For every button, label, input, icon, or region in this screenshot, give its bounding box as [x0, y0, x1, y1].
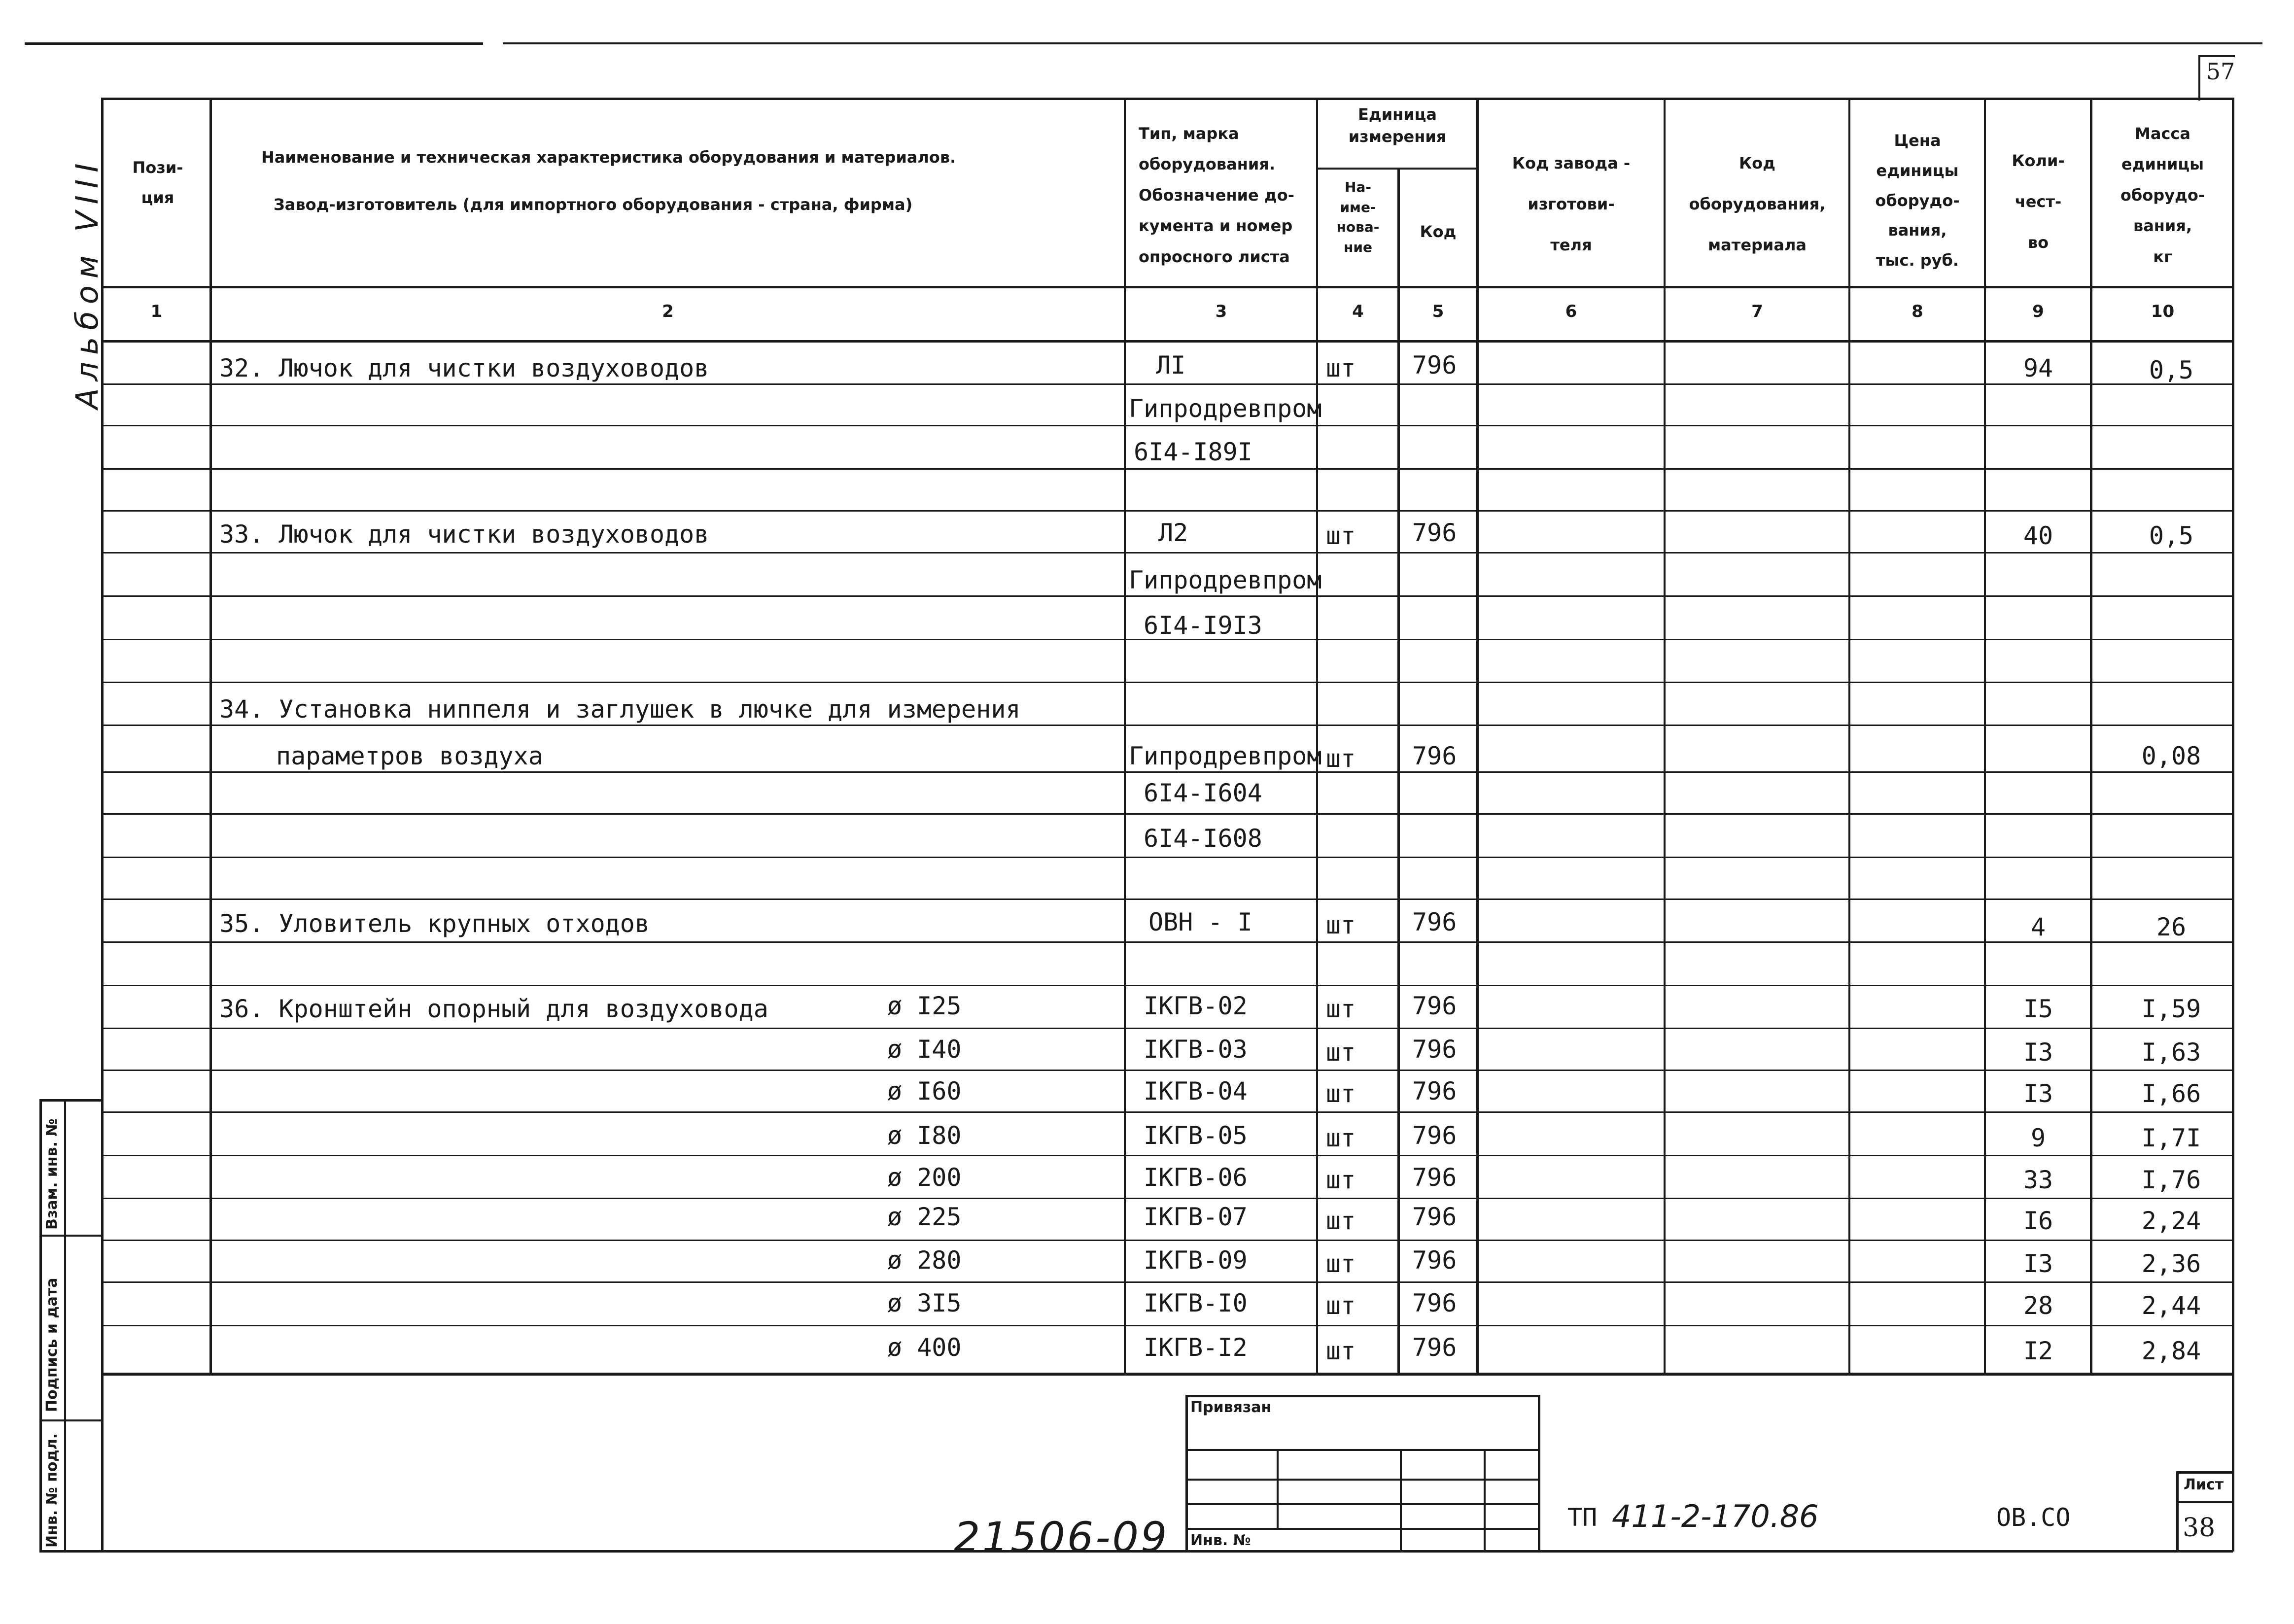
row-32-qty: 94 — [2023, 354, 2053, 382]
row-line — [101, 1028, 2233, 1029]
row-36c-code: 796 — [1412, 1077, 1457, 1106]
row-36f-code: 796 — [1412, 1203, 1457, 1231]
row-line — [101, 813, 2233, 815]
row-line — [101, 552, 2233, 553]
row-32-org: Гипродревпром — [1129, 394, 1322, 423]
row-line — [101, 898, 2233, 900]
col-line-8 — [1984, 98, 1986, 1374]
row-36h-type: IКГВ-I0 — [1144, 1289, 1248, 1317]
row-line — [101, 985, 2233, 986]
row-36h-unit: шт — [1326, 1291, 1356, 1320]
row-32-unit: шт — [1326, 354, 1356, 382]
row-36e-type: IКГВ-06 — [1144, 1163, 1248, 1192]
row-36a-dia: ø I25 — [887, 992, 962, 1020]
colnum-bottom-line — [101, 340, 2233, 343]
row-36a-code: 796 — [1412, 992, 1457, 1020]
doc-number: 411-2-170.86 — [1612, 1498, 1819, 1534]
row-34-doc1: 6I4-I604 — [1144, 779, 1262, 807]
header-bottom-line — [101, 286, 2233, 288]
row-36c-mass: I,66 — [2141, 1079, 2201, 1108]
row-line — [101, 595, 2233, 597]
row-34-mass: 0,08 — [2141, 742, 2201, 770]
col-line-6 — [1664, 98, 1666, 1374]
handwritten-number: 21506-09 — [954, 1513, 1169, 1561]
row-line — [101, 510, 2233, 512]
colnum-5: 5 — [1432, 302, 1444, 321]
row-32-type: ЛI — [1156, 351, 1186, 380]
row-line — [101, 771, 2233, 773]
row-36e-dia: ø 200 — [887, 1163, 962, 1192]
row-32-code: 796 — [1412, 351, 1457, 380]
row-36f-dia: ø 225 — [887, 1203, 962, 1231]
row-line — [101, 857, 2233, 858]
row-36d-qty: 9 — [2030, 1124, 2046, 1152]
row-36i-code: 796 — [1412, 1333, 1457, 1362]
colnum-9: 9 — [2032, 302, 2044, 321]
row-line — [101, 941, 2233, 943]
row-34-name: 34. Установка ниппеля и заглушек в лючке для измерения — [219, 695, 1021, 724]
row-33-type: Л2 — [1158, 518, 1188, 547]
row-line — [101, 1198, 2233, 1199]
row-36b-dia: ø I40 — [887, 1035, 962, 1064]
row-33-unit: шт — [1326, 521, 1356, 550]
privyazan-col-1 — [1277, 1449, 1279, 1528]
row-36i-qty: I2 — [2023, 1337, 2053, 1365]
row-36g-dia: ø 280 — [887, 1246, 962, 1275]
row-35-type: ОВН - I — [1148, 908, 1252, 936]
unit-subheader-line — [1316, 168, 1479, 170]
header-equipment-code: Код оборудования, материала — [1689, 154, 1826, 255]
doc-code: ОВ.СО — [1996, 1503, 2071, 1532]
row-36d-mass: I,7I — [2141, 1124, 2201, 1152]
row-35-qty: 4 — [2030, 913, 2046, 941]
row-36d-type: IКГВ-05 — [1144, 1121, 1248, 1150]
header-quantity: Коли- чест- во — [2012, 151, 2065, 252]
row-35-name: 35. Уловитель крупных отходов — [219, 909, 650, 938]
row-36i-dia: ø 400 — [887, 1333, 962, 1362]
sheet-number: 38 — [2183, 1513, 2216, 1543]
header-type: Тип, марка оборудования. Обозначение до- кумента и номер опросного листа — [1139, 124, 1294, 266]
header-unit-group: Единица измерения — [1348, 105, 1447, 146]
colnum-4: 4 — [1352, 302, 1364, 321]
row-34-code: 796 — [1412, 742, 1457, 770]
row-line — [101, 1281, 2233, 1283]
col-line-7 — [1848, 98, 1850, 1374]
corner-sheet-number: 57 — [2206, 58, 2235, 85]
row-33-name: 33. Лючок для чистки воздуховодов — [219, 520, 709, 549]
row-36g-unit: шт — [1326, 1249, 1356, 1278]
row-34-org: Гипродревпром — [1129, 742, 1322, 770]
colnum-6: 6 — [1565, 302, 1577, 321]
row-36d-unit: шт — [1326, 1124, 1356, 1152]
top-rule-right — [503, 42, 2262, 44]
row-35-code: 796 — [1412, 908, 1457, 936]
row-36f-mass: 2,24 — [2141, 1207, 2201, 1235]
header-plant-code: Код завода - изготови- теля — [1512, 154, 1631, 255]
table-bottom-line — [101, 1373, 2233, 1376]
row-36a-type: IКГВ-02 — [1144, 992, 1248, 1020]
col-line-9 — [2090, 98, 2092, 1374]
side-label-vzam: Взам. инв. № — [43, 1118, 61, 1230]
row-33-doc: 6I4-I9I3 — [1144, 611, 1262, 640]
header-position: Пози- ция — [132, 158, 183, 207]
row-36c-type: IКГВ-04 — [1144, 1077, 1248, 1106]
sheet-box-divider — [2176, 1501, 2233, 1503]
row-36h-code: 796 — [1412, 1289, 1457, 1317]
row-36g-type: IКГВ-09 — [1144, 1246, 1248, 1275]
row-36i-type: IКГВ-I2 — [1144, 1333, 1248, 1362]
row-36h-qty: 28 — [2023, 1291, 2053, 1320]
col-line-3 — [1316, 98, 1318, 1374]
row-36b-qty: I3 — [2023, 1038, 2053, 1067]
row-line — [101, 682, 2233, 683]
colnum-7: 7 — [1751, 302, 1763, 321]
row-36i-unit: шт — [1326, 1337, 1356, 1365]
row-33-org: Гипродревпром — [1129, 566, 1322, 594]
doc-prefix: ТП — [1567, 1503, 1598, 1532]
row-36e-unit: шт — [1326, 1166, 1356, 1194]
bottom-left-vert — [101, 1373, 104, 1553]
row-35-unit: шт — [1326, 911, 1356, 939]
row-36-name: 36. Кронштейн опорный для воздуховода — [219, 995, 768, 1023]
row-36g-mass: 2,36 — [2141, 1249, 2201, 1278]
privyazan-line-2 — [1185, 1479, 1540, 1481]
side-strip-divider-2 — [39, 1419, 104, 1421]
row-36h-mass: 2,44 — [2141, 1291, 2201, 1320]
row-36i-mass: 2,84 — [2141, 1337, 2201, 1365]
row-line — [101, 1240, 2233, 1241]
side-label-podpis: Подпись и дата — [43, 1278, 61, 1412]
row-36e-code: 796 — [1412, 1163, 1457, 1192]
row-36g-code: 796 — [1412, 1246, 1457, 1275]
colnum-8: 8 — [1912, 302, 1923, 321]
colnum-10: 10 — [2151, 302, 2175, 321]
row-36a-qty: I5 — [2023, 995, 2053, 1023]
privyazan-line-1 — [1185, 1449, 1540, 1451]
header-name-line1: Наименование и техническая характеристика оборудования и материалов. — [261, 148, 956, 167]
row-36c-unit: шт — [1326, 1079, 1356, 1108]
row-line — [101, 1155, 2233, 1156]
side-strip-divider-1 — [39, 1235, 104, 1237]
row-32-doc: 6I4-I89I — [1134, 438, 1252, 466]
row-36b-mass: I,63 — [2141, 1038, 2201, 1067]
row-35-mass: 26 — [2156, 913, 2187, 941]
header-mass: Масса единицы оборудо- вания, кг — [2120, 124, 2205, 266]
privyazan-line-3 — [1185, 1503, 1540, 1505]
row-36a-unit: шт — [1326, 995, 1356, 1023]
colnum-1: 1 — [150, 302, 163, 321]
side-strip-divider-v — [64, 1099, 66, 1553]
row-36b-code: 796 — [1412, 1035, 1457, 1064]
colnum-2: 2 — [662, 302, 674, 321]
privyazan-col-2 — [1400, 1449, 1402, 1553]
row-line — [101, 468, 2233, 470]
row-33-qty: 40 — [2023, 521, 2053, 550]
row-36b-type: IКГВ-03 — [1144, 1035, 1248, 1064]
col-line-5 — [1476, 98, 1479, 1374]
row-34-unit: шт — [1326, 744, 1356, 773]
inv-no-label: Инв. № — [1190, 1532, 1251, 1549]
row-36c-qty: I3 — [2023, 1079, 2053, 1108]
row-line — [101, 725, 2233, 726]
row-36d-code: 796 — [1412, 1121, 1457, 1150]
row-36d-dia: ø I80 — [887, 1121, 962, 1150]
row-line — [101, 425, 2233, 426]
sheet-label: Лист — [2184, 1476, 2224, 1493]
row-32-name: 32. Лючок для чистки воздуховодов — [219, 354, 709, 382]
row-33-mass: 0,5 — [2149, 521, 2194, 550]
row-34-name-cont: параметров воздуха — [276, 742, 543, 770]
row-line — [101, 1070, 2233, 1071]
privyazan-line-4 — [1185, 1528, 1540, 1530]
row-36h-dia: ø 3I5 — [887, 1289, 962, 1317]
row-36e-mass: I,76 — [2141, 1166, 2201, 1194]
row-36a-mass: I,59 — [2141, 995, 2201, 1023]
row-36c-dia: ø I60 — [887, 1077, 962, 1106]
colnum-3: 3 — [1215, 302, 1227, 321]
col-line-1 — [209, 98, 212, 1374]
row-36b-unit: шт — [1326, 1038, 1356, 1067]
row-36f-unit: шт — [1326, 1207, 1356, 1235]
header-unit-code: Код — [1420, 222, 1457, 241]
row-36g-qty: I3 — [2023, 1249, 2053, 1278]
top-rule-left — [25, 42, 483, 45]
privyazan-label: Привязан — [1190, 1399, 1272, 1416]
row-line — [101, 1111, 2233, 1113]
row-34-doc2: 6I4-I608 — [1144, 824, 1262, 853]
album-label: Альбом VIII — [69, 156, 105, 409]
header-price: Цена единицы оборудо- вания, тыс. руб. — [1875, 131, 1960, 270]
privyazan-col-3 — [1484, 1449, 1486, 1553]
col-line-2 — [1124, 98, 1126, 1374]
header-name-line2: Завод-изготовитель (для импортного оборудования - страна, фирма) — [274, 195, 913, 214]
row-33-code: 796 — [1412, 518, 1457, 547]
row-36e-qty: 33 — [2023, 1166, 2053, 1194]
row-36f-qty: I6 — [2023, 1207, 2053, 1235]
side-label-inv-podl: Инв. № подл. — [43, 1433, 61, 1548]
row-32-mass: 0,5 — [2149, 356, 2194, 384]
row-line — [101, 383, 2233, 385]
row-36f-type: IКГВ-07 — [1144, 1203, 1248, 1231]
row-line — [101, 1325, 2233, 1326]
header-unit-name: На- име- нова- ние — [1336, 179, 1380, 255]
